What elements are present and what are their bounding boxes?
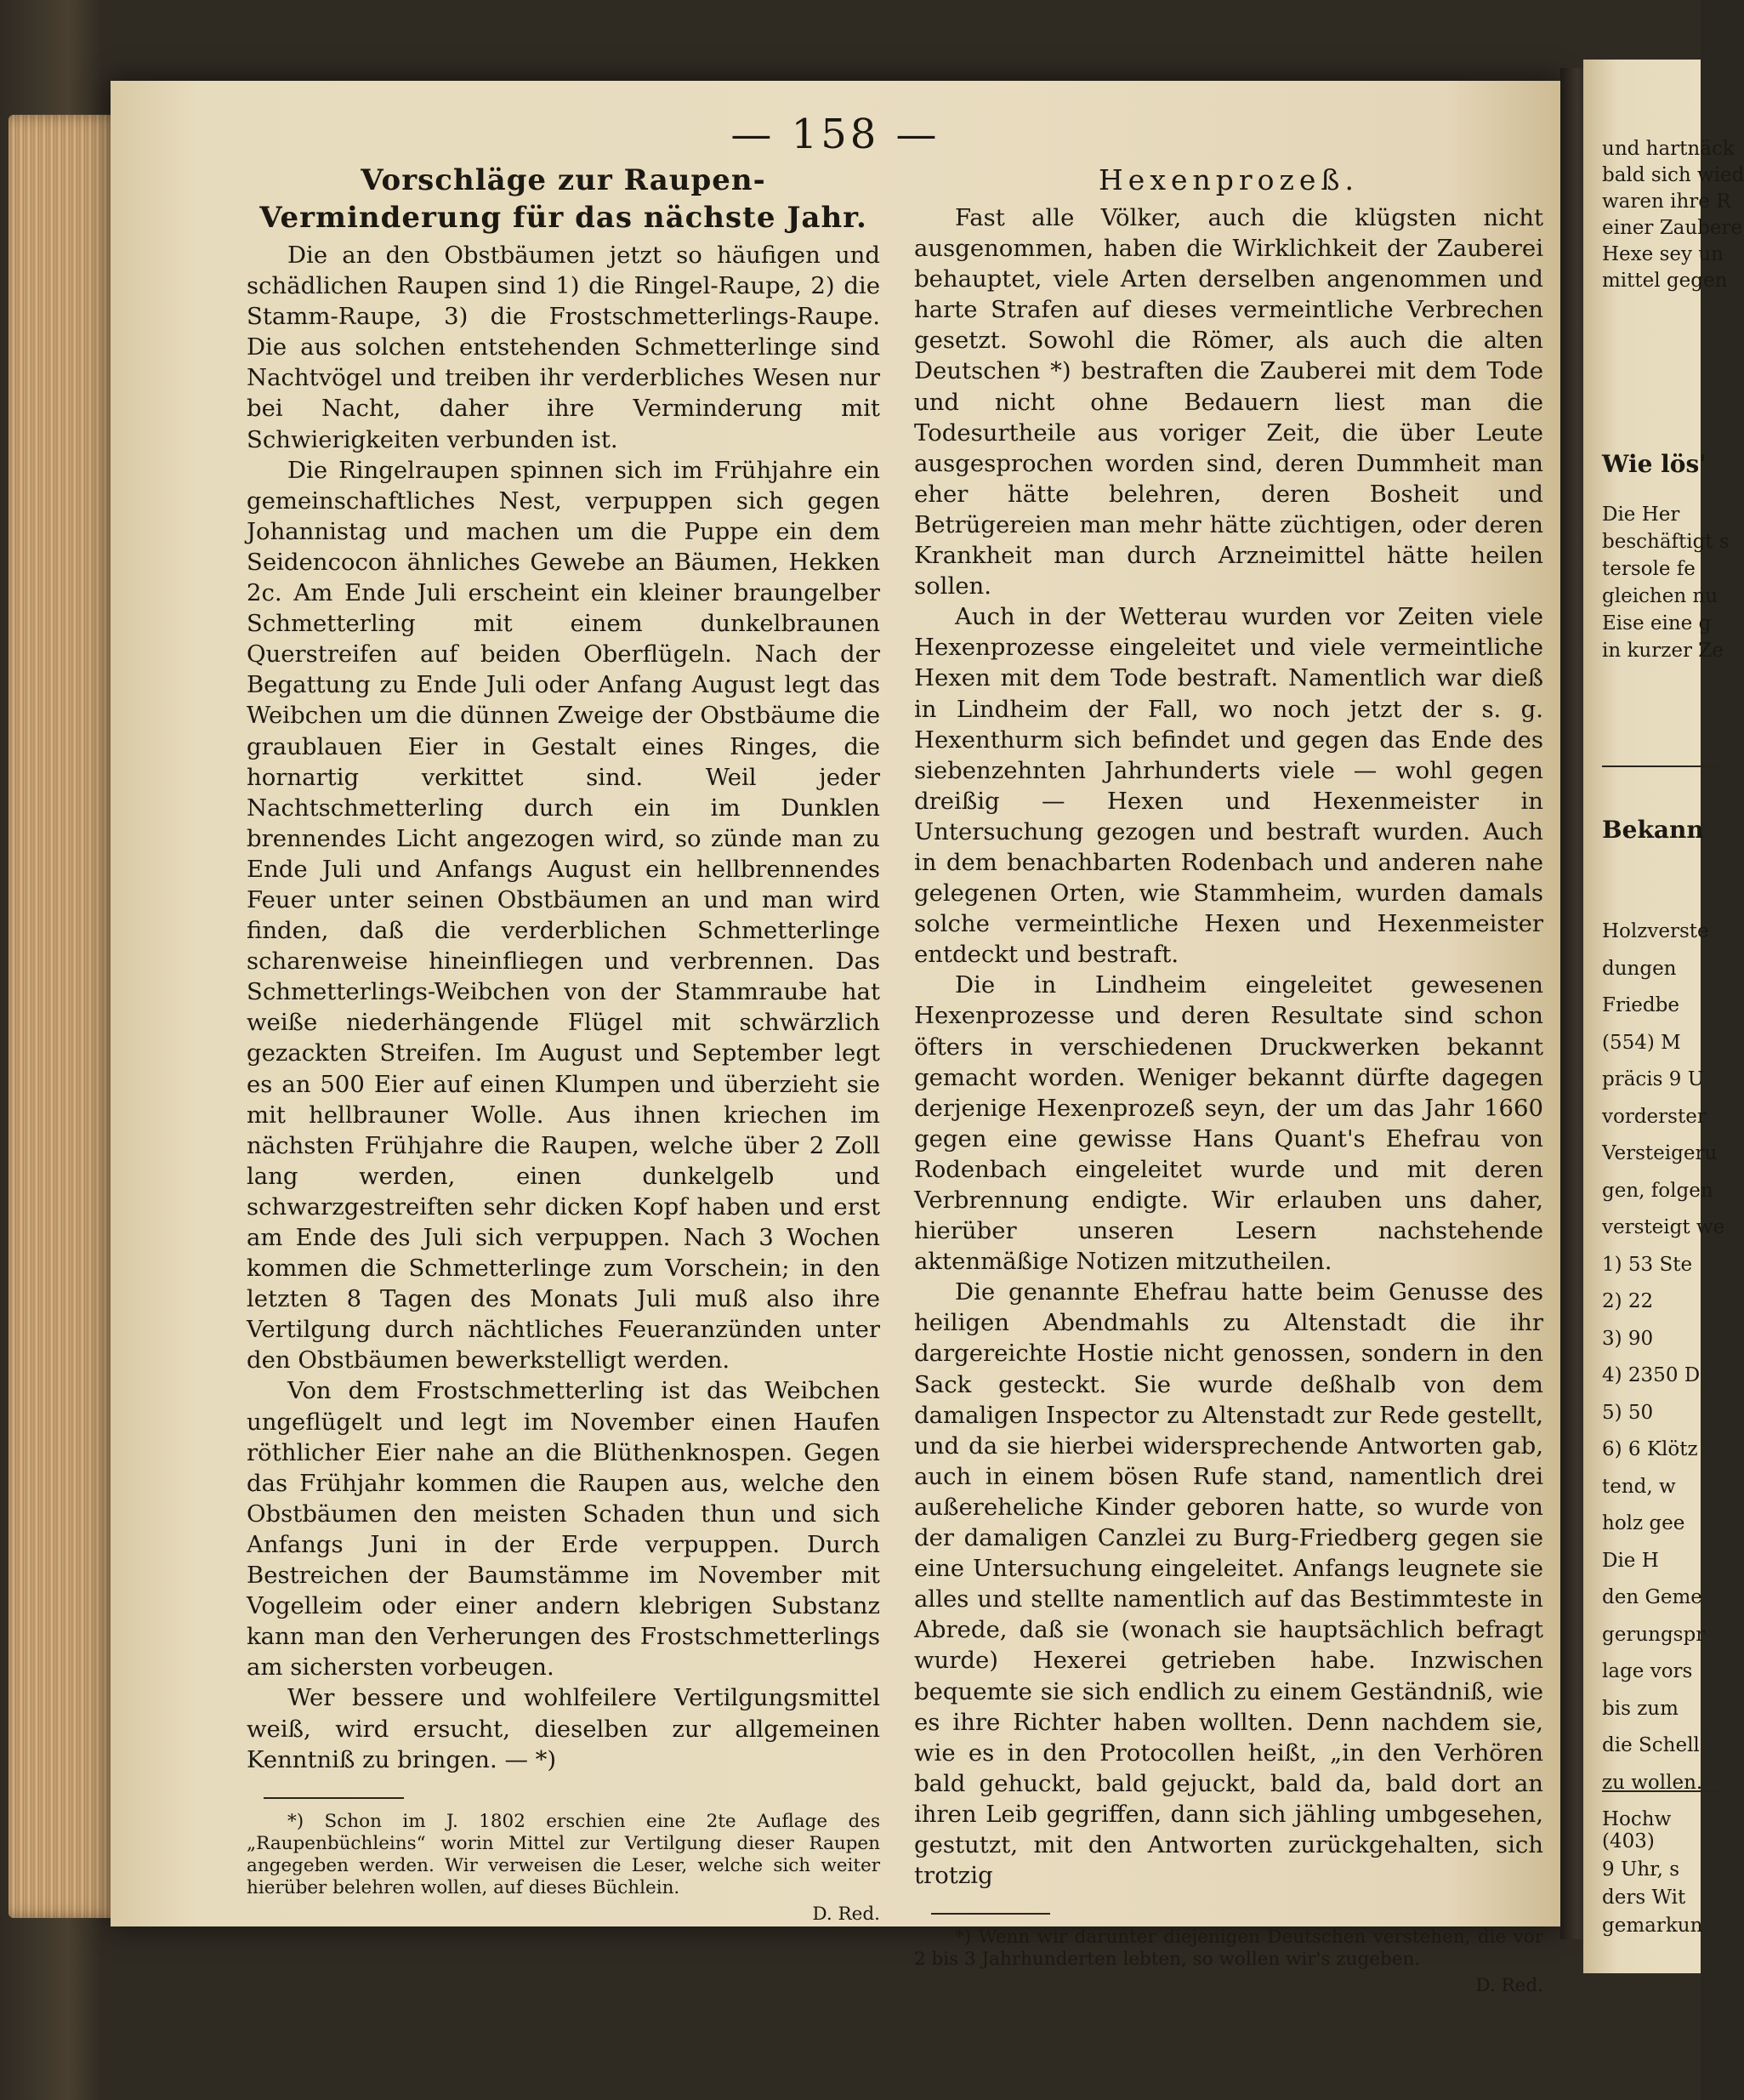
next-page-line: den Geme <box>1602 1586 1702 1608</box>
right-article-title: Hexenprozeß. <box>1099 163 1359 196</box>
next-page-line: gerungspr <box>1602 1623 1706 1646</box>
page-number: — 158 — <box>730 111 940 158</box>
next-page-line: und hartnäck <box>1602 138 1735 160</box>
left-paragraph: Die Ringelraupen spinnen sich im Frühjahre ein gemeinschaftliches Nest, verpuppen sich gegen Johannistag und machen um die Puppe ein dem Seidencocon ähnliches Gewebe an Bäumen, Hekken 2c. Am Ende Juli erscheint ein kleiner braungelber Schmetterling mit einem dunkelbraunen Querstreifen auf beiden Oberflügeln. Nach der Begattung zu Ende Juli oder Anfang August legt das Weibchen um die dünnen Zweige der Obstbäume die graublauen Eier in Gestalt eines Ringes, die hornartig verkittet sind. Weil jeder Nachtschmetterling durch ein im Dunklen brennendes Licht angezogen wird, so zünde man zu Ende Juli und Anfangs August ein hellbrennendes Feuer unter seinen Obstbäumen an und man wird finden, daß die verderblichen Schmetterlinge scharenweise hineinfliegen und verbrennen. Das Schmetterlings-Weibchen von der Stammraube hat weiße niederhängende Flügel mit schwärzlich gezackten Streifen. Im August und September legt es an 500 Eier auf einen Klumpen und überzieht sie mit hellbrauner Wolle. Aus ihnen kriechen im nächsten Frühjahre die Raupen, welche über 2 Zoll lang werden, einen dunkelgelb und schwarzgestreiften sehr dicken Kopf haben und erst am Ende des Juli sich verpuppen. Nach 3 Wochen kommen die Schmetterlinge zum Vorschein; in den letzten 8 Tagen des Monats Juli muß also ihre Vertilgung durch nächtliches Feueranzünden unter den Obstbäumen bewerkstelligt werden. <box>247 456 880 1374</box>
right-footnote: *) Wenn wir darunter diejenigen Deutschen verstehen, die vor 2 bis 3 Jahrhunderten lebten, so wollen wir's zugeben. <box>914 1926 1543 1971</box>
next-page-line: 5) 50 <box>1602 1401 1654 1424</box>
next-page-line: ders Wit <box>1602 1887 1686 1909</box>
next-page-line: lage vors <box>1602 1660 1693 1682</box>
next-page-line: holz gee <box>1602 1512 1685 1534</box>
next-page-line: tersole fe <box>1602 558 1696 580</box>
left-paragraph: Von dem Frostschmetterling ist das Weibchen ungeflügelt und legt im November einen Haufen röthlicher Eier nahe an die Blüthenknospen. Gegen das Frühjahr kommen die Raupen aus, welche den Obstbäumen den meisten Schaden thun und sich Anfangs Juni in der Erde verpuppen. Durch Bestreichen der Baumstämme im November mit Vogelleim oder einer andern klebrigen Substanz kann man den Verherungen des Frostschmetterlings am sichersten vorbeugen. <box>247 1377 880 1682</box>
next-page-line: gleichen nu <box>1602 585 1718 607</box>
next-page-line: waren ihre R <box>1602 191 1731 213</box>
next-page-line: die Schell <box>1602 1734 1700 1756</box>
next-page-line: Die Her <box>1602 504 1680 526</box>
right-column <box>914 162 1543 2001</box>
next-page-line: 9 Uhr, s <box>1602 1858 1680 1881</box>
next-page-line: 1) 53 Ste <box>1602 1253 1693 1276</box>
left-footnote: *) Schon im J. 1802 erschien eine 2te Auflage des „Raupenbüchleins“ worin Mittel zur Vertilgung dieser Raupen angegeben werden. Wir verweisen die Leser, welche sich weiter hierüber belehren wollen, auf dieses Büchlein. <box>247 1810 880 1898</box>
left-paragraph: Die an den Obstbäumen jetzt so häufigen und schädlichen Raupen sind 1) die Ringel-Raupe, 2) die Stamm-Raupe, 3) die Frostschmetterlings-Raupe. Die aus solchen entstehenden Schmetterlinge sind Nachtvögel und treiben ihr verderbliches Wesen nur bei Nacht, daher ihre Verminderung mit Schwierigkeiten verbunden ist. <box>247 242 880 453</box>
page-edges <box>9 115 128 1918</box>
next-page-line: (554) M <box>1602 1031 1681 1054</box>
right-paragraph: Auch in der Wetterau wurden vor Zeiten viele Hexenprozesse eingeleitet und viele vermeintliche Hexen mit dem Tode bestraft. Namentlich war dieß in Lindheim der Fall, wo noch jetzt der s. g. Hexenthurm sich befindet und gegen das Ende des siebenzehnten Jahrhunderts viele — wohl gegen dreißig — Hexen und Hexenmeister in Untersuchung gezogen und bestraft wurden. Auch in dem benachbarten Rodenbach und anderen nahe gelegenen Orten, wie Stammheim, wurden damals solche vermeintliche Hexen und Hexenmeister entdeckt und bestraft. <box>914 603 1543 969</box>
left-column <box>247 162 880 1930</box>
footnote-rule <box>931 1913 1050 1915</box>
right-footnote-signature: D. Red. <box>1475 1975 1543 1997</box>
next-page-line: gemarkun <box>1602 1915 1703 1937</box>
left-paragraph: Wer bessere und wohlfeilere Vertilgungsmittel weiß, wird ersucht, dieselben zur allgemeinen Kenntniß zu bringen. — *) <box>247 1684 880 1773</box>
left-footnote-signature: D. Red. <box>812 1903 880 1925</box>
left-article-title: Vorschläge zur Raupen-Verminderung für das nächste Jahr. <box>259 163 867 235</box>
next-page-line: zu wollen. <box>1602 1771 1703 1794</box>
next-page-line: in kurzer Ze <box>1602 640 1724 662</box>
next-page-line: Eise eine g <box>1602 612 1712 635</box>
next-page-heading: Wie lös' <box>1602 450 1707 478</box>
next-page-rule <box>1602 765 1721 767</box>
next-page-line: 2) 22 <box>1602 1290 1654 1312</box>
next-page-line: bald sich wied <box>1602 164 1744 186</box>
next-page-line: 4) 2350 D <box>1602 1364 1701 1386</box>
next-page-line: Versteigeru <box>1602 1142 1718 1164</box>
next-page-line: dungen <box>1602 957 1677 980</box>
next-page-rule <box>1602 1790 1721 1792</box>
next-page-line: einer Zaubere <box>1602 217 1743 239</box>
next-page-line: Hochw <box>1602 1808 1672 1830</box>
next-page-line: 6) 6 Klötz <box>1602 1438 1698 1460</box>
next-page-fragment <box>1583 60 1744 1973</box>
next-page-line: Holzverste <box>1602 920 1709 942</box>
next-page-line: (403) <box>1602 1830 1655 1852</box>
next-page-heading: Bekann <box>1602 816 1704 844</box>
next-page-line: bis zum <box>1602 1697 1679 1720</box>
next-page-line: gen, folgen <box>1602 1179 1713 1202</box>
next-page-line: mittel gegen <box>1602 270 1728 292</box>
next-page-line: tend, w <box>1602 1475 1676 1498</box>
next-page-line: beschäftigt s <box>1602 531 1730 553</box>
right-paragraph: Die in Lindheim eingeleitet gewesenen Hexenprozesse und deren Resultate sind schon öfters in verschiedenen Druckwerken bekannt gemacht worden. Weniger bekannt dürfte dagegen derjenige Hexenprozeß seyn, der um das Jahr 1660 gegen eine gewisse Hans Quant's Ehefrau von Rodenbach eingeleitet wurde und mit deren Verbrennung endigte. Wir erlauben uns daher, hierüber unseren Lesern nachstehende aktenmäßige Notizen mitzutheilen. <box>914 971 1543 1276</box>
footnote-rule <box>264 1797 404 1799</box>
right-paragraph: Die genannte Ehefrau hatte beim Genusse des heiligen Abendmahls zu Altenstadt die ihr dargereichte Hostie nicht genossen, sondern in den Sack gesteckt. Sie wurde deßhalb von dem damaligen Inspector zu Altenstadt zur Rede gestellt, und da sie hierbei widersprechende Antworten gab, auch in einem bösen Rufe stand, namentlich drei außereheliche Kinder geboren hatte, so wurde von der damaligen Canzlei zu Burg-Friedberg gegen sie eine Untersuchung eingeleitet. Anfangs leugnete sie alles und stellte namentlich auf das Bestimmteste in Abrede, daß sie (wonach sie hauptsächlich befragt wurde) Hexerei getrieben habe. Inzwischen bequemte sie sich endlich zu einem Geständniß, wie es ihre Richter haben wollten. Denn nachdem sie, wie es in den Protocollen heißt, „in den Verhören bald gehuckt, bald gejuckt, bald da, bald dort an ihren Leib gegriffen, dann sich jähling umbgesehen, gestutzt, mit den Antworten zurückgehalten, sich trotzig <box>914 1278 1543 1890</box>
next-page-line: 3) 90 <box>1602 1327 1654 1350</box>
next-page-line: vorderster <box>1602 1105 1707 1128</box>
next-page-line: präcis 9 U <box>1602 1068 1705 1090</box>
next-page-line: versteigt we <box>1602 1216 1725 1238</box>
right-paragraph: Fast alle Völker, auch die klügsten nicht ausgenommen, haben die Wirklichkeit der Zauberei behauptet, viele Arten derselben angenommen und harte Strafen auf dieses vermeintliche Verbrechen gesetzt. Sowohl die Römer, als auch die alten Deutschen *) bestraften die Zauberei mit dem Tode und nicht ohne Bedauern liest man die Todesurtheile aus voriger Zeit, die über Leute ausgesprochen worden sind, deren Dummheit man eher hätte belehren, deren Bosheit und Betrügereien man mehr hätte züchtigen, oder deren Krankheit man durch Arzneimittel hätte heilen sollen. <box>914 204 1543 600</box>
next-page-line: Friedbe <box>1602 994 1679 1016</box>
next-page-line: Die H <box>1602 1549 1659 1572</box>
next-page-line: Hexe sey un <box>1602 243 1724 265</box>
